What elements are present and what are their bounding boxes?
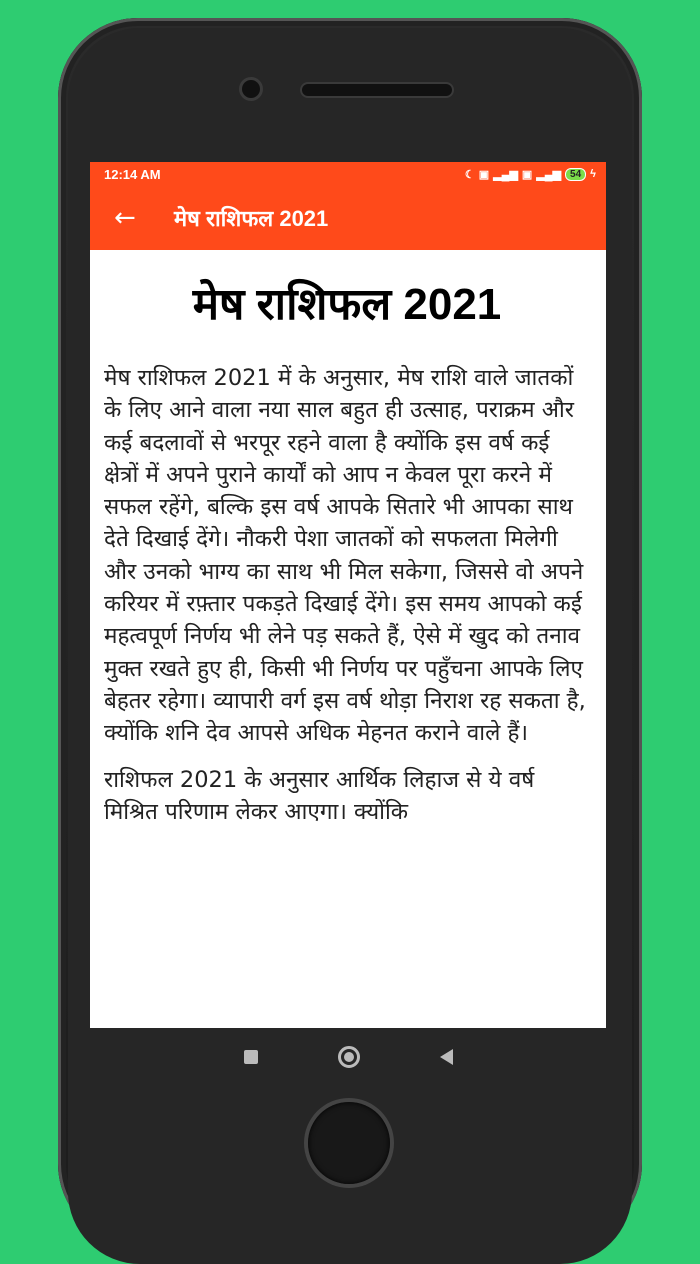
earpiece-speaker	[302, 84, 452, 96]
article-paragraph: मेष राशिफल 2021 में के अनुसार, मेष राशि वाले जातकों के लिए आने वाला नया साल बहुत ही उत्साह, पराक्रम और कई बदलावों से भरपूर रहने वाला है क्योंकि इस वर्ष कई क्षेत्रों में अपने पुराने कार्यों को आप न केवल पूरा करने में सफल रहेंगे, बल्कि इस वर्ष आपके सितारे भी आपका साथ देते दिखाई देंगे। नौकरी पेशा जातकों को सफलता मिलेगी और उनको भाग्य का साथ भी मिल सकेगा, जिससे वो अपने करियर में रफ़्तार पकड़ते दिखाई देंगे। इस समय आपको कई महत्वपूर्ण निर्णय भी लेने पड़ सकते हैं, ऐसे में खुद को तनाव मुक्त रखते हुए ही, किसी भी निर्णय पर पहुँचना आपके लिए बेहतर रहेगा। व्यापारी वर्ग इस वर्ष थोड़ा निराश रह सकता है, क्योंकि शनि देव आपसे अधिक मेहनत कराने वाले हैं।	[104, 365, 586, 747]
arrow-back-icon[interactable]: ←	[114, 203, 136, 233]
front-camera	[242, 80, 260, 98]
app-screen	[90, 162, 606, 1028]
signal-icon: ▂▄▆	[536, 168, 562, 181]
app-bar	[90, 186, 606, 250]
system-nav-bar	[90, 1028, 606, 1086]
home-icon[interactable]	[338, 1046, 360, 1068]
moon-icon: ☾	[464, 168, 475, 181]
volte-icon: ▣	[478, 168, 490, 181]
status-icons	[465, 168, 596, 181]
recents-icon[interactable]	[244, 1050, 258, 1064]
status-time: 12:14 AM	[104, 166, 161, 182]
back-triangle-icon[interactable]	[440, 1049, 453, 1065]
article-heading: मेष राशिफल 2021	[192, 280, 502, 329]
status-bar	[90, 162, 606, 186]
home-button[interactable]	[308, 1102, 390, 1184]
charging-icon: ϟ	[590, 168, 596, 180]
volte-icon: ▣	[521, 168, 533, 181]
article-paragraph: राशिफल 2021 के अनुसार आर्थिक लिहाज से ये वर्ष मिश्रित परिणाम लेकर आएगा। क्योंकि	[104, 766, 535, 825]
app-bar-title: मेष राशिफल 2021	[174, 206, 329, 231]
battery-icon: 54	[565, 168, 586, 181]
signal-icon: ▂▄▆	[493, 168, 518, 181]
article-content[interactable]	[90, 250, 606, 828]
